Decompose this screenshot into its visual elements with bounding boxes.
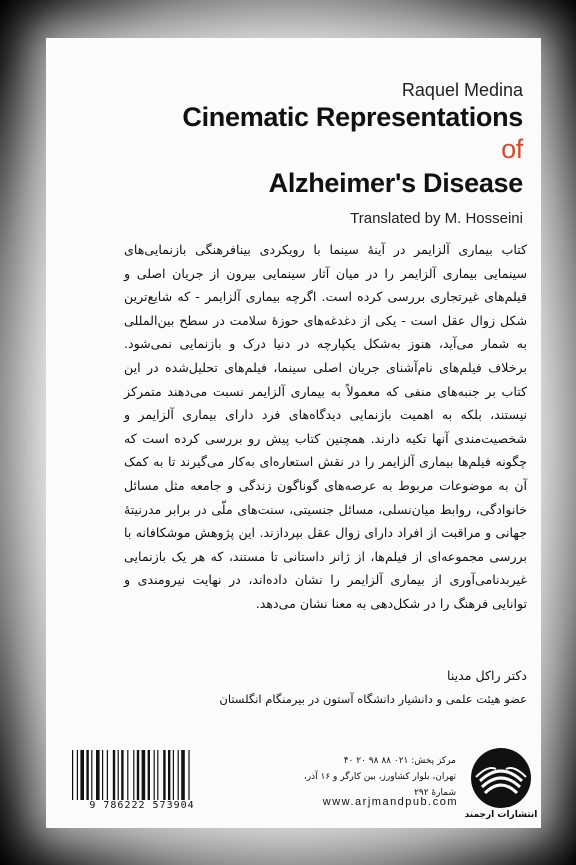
translator-credit: Translated by M. Hosseini bbox=[350, 210, 523, 227]
blurb-paragraph: کتاب بیماری آلزایمر در آینهٔ سینما با رویکردی بینافرهنگی بازنمایی‌های سینمایی بیماری آلزایمر را در میان آثار سینمایی بیرون از جریان اصلی و فیلم‌های غیرتجاری بررسی کرده است. اگرچه بیماری آلزایمر - که شایع‌ترین شکل زوال عقل است - یکی از دغدغه‌های حوزهٔ سلامت در سطح بین‌المللی به شمار می‌آید، هنوز به‌شکل یکپارچه در دنیا درک و بازنمایی نمی‌شود. برخلاف فیلم‌های نام‌آشنای جریان اصلی سینما، فیلم‌های تحلیل‌شده در این کتاب بر جنبه‌های منفی که معمولاً به بیماری آلزایمر نسبت می‌دهند متمرکز نیستند، بلکه به اهمیت بازنمایی دیدگاه‌های فرد دارای بیماری آلزایمر و شخصیت‌مندی آنها تکیه دارند. همچنین کتاب پیش رو بررسی کرده است که چگونه فیلم‌ها بیماری آلزایمر را در نقش استعاره‌ای به‌کار می‌گیرند تا به کمک آن به موضوعات مربوط به عرصه‌های گوناگون زندگی و جامعه مثل مسائل خانوادگی، روابط میان‌نسلی، مسائل جنسیتی، سنت‌های ملّی در برابر مدرنیتهٔ جهانی و مراقبت از افراد دارای زوال عقل بپردازند. این پژوهش موشکافانه با بررسی مجموعه‌ای از فیلم‌ها، از ژانر داستانی تا مستند، که هر یک بازنمایی غیربدنامی‌آوری از بیماری آلزایمر را نشان داده‌اند، در نهایت نیرومندی و توانایی فرهنگ را در شکل‌دهی به معنا نشان می‌دهد. bbox=[124, 242, 527, 611]
author-name: Raquel Medina bbox=[401, 80, 523, 100]
back-cover bbox=[46, 38, 541, 828]
publisher-info bbox=[281, 753, 456, 801]
title-line-3: Alzheimer's Disease bbox=[268, 168, 523, 198]
publisher-name: انتشارات ارجمند bbox=[464, 810, 538, 820]
title-line-1: Cinematic Representations bbox=[182, 102, 523, 132]
isbn-digits: 9 786222 573904 bbox=[68, 800, 216, 811]
affiliation: عضو هیئت علمی و دانشیار دانشگاه آستون در بیرمنگام انگلستان bbox=[219, 692, 527, 706]
publisher-phone: مرکز پخش: ۰۲۱ ۸۸ ۹۸ ۲۰ ۴۰ bbox=[343, 756, 456, 766]
publisher-address: تهران، بلوار کشاورز، بین کارگر و ۱۶ آذر، شمارهٔ ۲۹۲ bbox=[303, 772, 456, 798]
title-line-2: of bbox=[501, 134, 523, 164]
signature: دکتر راکل مدینا bbox=[447, 668, 527, 683]
publisher-logo-icon bbox=[466, 743, 536, 813]
publisher-website: www.arjmandpub.com bbox=[322, 796, 458, 808]
